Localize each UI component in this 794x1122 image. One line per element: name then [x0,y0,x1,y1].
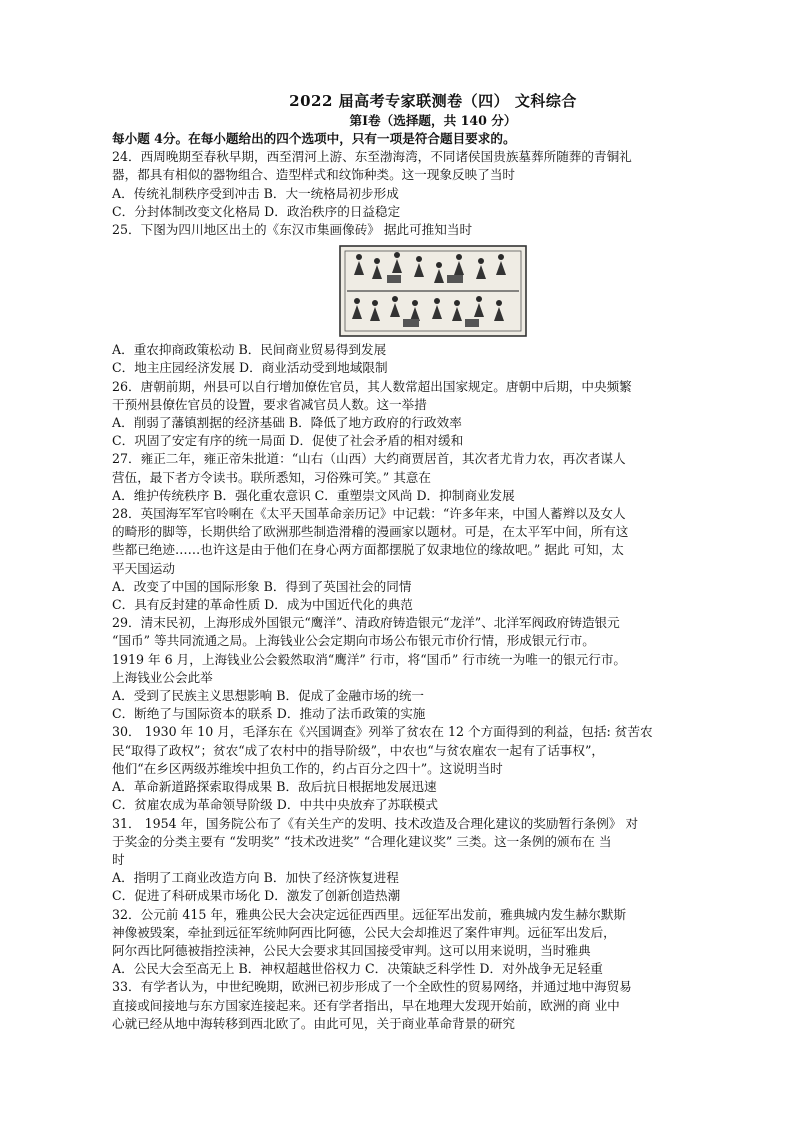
answer-options-line: C．地主庄园经济发展 D．商业活动受到地域限制 [112,360,388,376]
answer-options-line: A．受到了民族主义思想影响 B．促成了金融市场的统一 [112,688,425,704]
question-list [112,148,754,1033]
answer-options-line: C．促进了科研成果市场化 D．激发了创新创造热潮 [112,888,401,904]
question-text-line: 32．公元前 415 年，雅典公民大会决定远征西西里。远征军出发前，雅典城内发生赫尔默斯 [112,906,627,922]
answer-options-line: A．改变了中国的国际形象 B．得到了英国社会的同情 [112,578,412,594]
instructions: 每小题 4分。在每小题给出的四个选项中，只有一项是符合题目要求的。 [112,131,516,146]
question-block [112,221,754,378]
answer-options-line: A．传统礼制秩序受到冲击 B．大一统格局初步形成 [112,185,399,201]
question-block [112,505,754,614]
question-block [112,906,754,979]
answer-options-line: A．维护传统秩序 B．强化重农意识 C．重塑崇文风尚 D．抑制商业发展 [112,487,515,503]
question-text-line: 31． 1954 年，国务院公布了《有关生产的发明、技术改造及合理化建议的奖励暂行条例》 对 [112,815,639,831]
question-text-line: 1919 年 6 月，上海钱业公会毅然取消“鹰洋” 行市，将“国币” 行市统一为唯一的银元行市。 [112,651,627,667]
answer-options-line: A．革命新道路探索取得成果 B．敌后抗日根据地发展迅速 [112,779,437,795]
answer-options-line: C．巩固了安定有序的统一局面 D．促使了社会矛盾的相对缓和 [112,433,464,449]
question-block [112,148,754,221]
question-text-line: 营伍，最下者方令读书。联所悉知，习俗殊可笑。” 其意在 [112,469,431,485]
relief-stall-icon [403,319,419,327]
answer-options-line: C．具有反封建的革命性质 D．成为中国近代化的典范 [112,597,413,613]
question-block [112,614,754,723]
relief-stall-icon [465,319,479,327]
question-text-line: 25．下图为四川地区出土的《东汉市集画像砖》 据此可推知当时 [112,222,473,238]
figure-container [112,245,754,337]
question-text-line: 于奖金的分类主要有 “发明奖” “技术改进奖” “合理化建议奖” 三类。这一条例的颁布在 当 [112,833,612,849]
question-text-line: 的畸形的脚等，长期供给了欧洲那些制造滑稽的漫画家以题材。可是，在太平军中间，所有这 [112,524,629,540]
answer-options-line: A．指明了工商业改造方向 B．加快了经济恢复进程 [112,870,399,886]
question-text-line: 24．西周晚期至春秋早期，西至渭河上游、东至渤海湾，不同诸侯国贵族墓葬所随葬的青铜礼 [112,149,632,165]
answer-options-line: C．断绝了与国际资本的联系 D．推动了法币政策的实施 [112,706,426,722]
answer-options-line: C．分封体制改变文化格局 D．政治秩序的日益稳定 [112,203,401,219]
question-text-line: 26．唐朝前期，州县可以自行增加僚佐官员，其人数常超出国家规定。唐朝中后期，中央频繁 [112,378,632,394]
question-text-line: “国币” 等共同流通之局。上海钱业公会定期向市场公布银元市价行情，形成银元行市。 [112,633,595,649]
question-block [112,723,754,814]
question-text-line: 30． 1930 年 10 月，毛泽东在《兴国调查》列举了贫农在 12 个方面得到的利益，包括: 贫苦农 [112,724,653,740]
answer-options-line: A．公民大会至高无上 B．神权超越世俗权力 C．决策缺乏科学性 D．对外战争无足轻重 [112,961,603,977]
page-title: 2022 届高考专家联测卷（四） 文科综合 [289,92,577,110]
relief-stall-icon [387,275,401,283]
section-subtitle: 第Ⅰ卷（选择题，共 140 分） [349,113,517,128]
market-brick-relief-image [339,245,527,337]
question-text-line: 直接或间接地与东方国家连接起来。还有学者指出，早在地理大发现开始前，欧洲的商 业中 [112,997,620,1013]
question-text-line: 时 [112,851,125,867]
question-text-line: 神像被毁案，牵扯到远征军统帅阿西比阿德，公民大会却推迟了案件审判。远征军出发后， [112,924,616,940]
question-text-line: 阿尔西比阿德被指控渎神，公民大会要求其回国接受审判。这可以用来说明，当时雅典 [112,942,591,958]
question-block [112,815,754,906]
question-text-line: 平天国运动 [112,560,175,576]
answer-options-line: A．削弱了藩镇割据的经济基础 B．降低了地方政府的行政效率 [112,415,462,431]
relief-stall-icon [447,275,463,283]
question-text-line: 民“取得了政权”；贫农“成了农村中的指导阶级”，中农也“与贫农雇农一起有了话事权”， [112,742,605,758]
answer-options-line: A．重农抑商政策松动 B．民间商业贸易得到发展 [112,342,387,358]
question-text-line: 29．清末民初，上海形成外国银元“鹰洋”、清政府铸造银元“龙洋”、北洋军阀政府铸造银元 [112,615,620,631]
question-text-line: 33．有学者认为，中世纪晚期，欧洲已初步形成了一个全欧性的贸易网络，并通过地中海贸易 [112,979,632,995]
question-text-line: 28．英国海军军官呤唎在《太平天国革命亲历记》中记载：“许多年来，中国人蓄辫以及女人 [112,506,626,522]
question-text-line: 心就已经从地中海转移到西北欧了。由此可见，关于商业革命背景的研究 [112,1015,515,1031]
question-block [112,450,754,505]
question-text-line: 他们“在乡区两级苏维埃中担负工作的，约占百分之四十”。这说明当时 [112,760,503,776]
question-text-line: 些都已绝迹……也许这是由于他们在身心两方面都摆脱了奴隶地位的缘故吧。” 据此 可知，太 [112,542,624,558]
question-text-line: 器，都具有相似的器物组合、造型样式和纹饰种类。这一现象反映了当时 [112,167,515,183]
question-text-line: 27．雍正二年，雍正帝朱批道：“山右（山西）大约商贾居首，其次者尤肯力农，再次者谋人 [112,451,626,467]
answer-options-line: C．贫雇农成为革命领导阶级 D．中共中央放弃了苏联模式 [112,797,438,813]
question-text-line: 上海钱业公会此举 [112,669,213,685]
question-block [112,378,754,451]
question-block [112,978,754,1033]
question-text-line: 干预州县僚佐官员的设置，要求省减官员人数。这一举措 [112,396,427,412]
